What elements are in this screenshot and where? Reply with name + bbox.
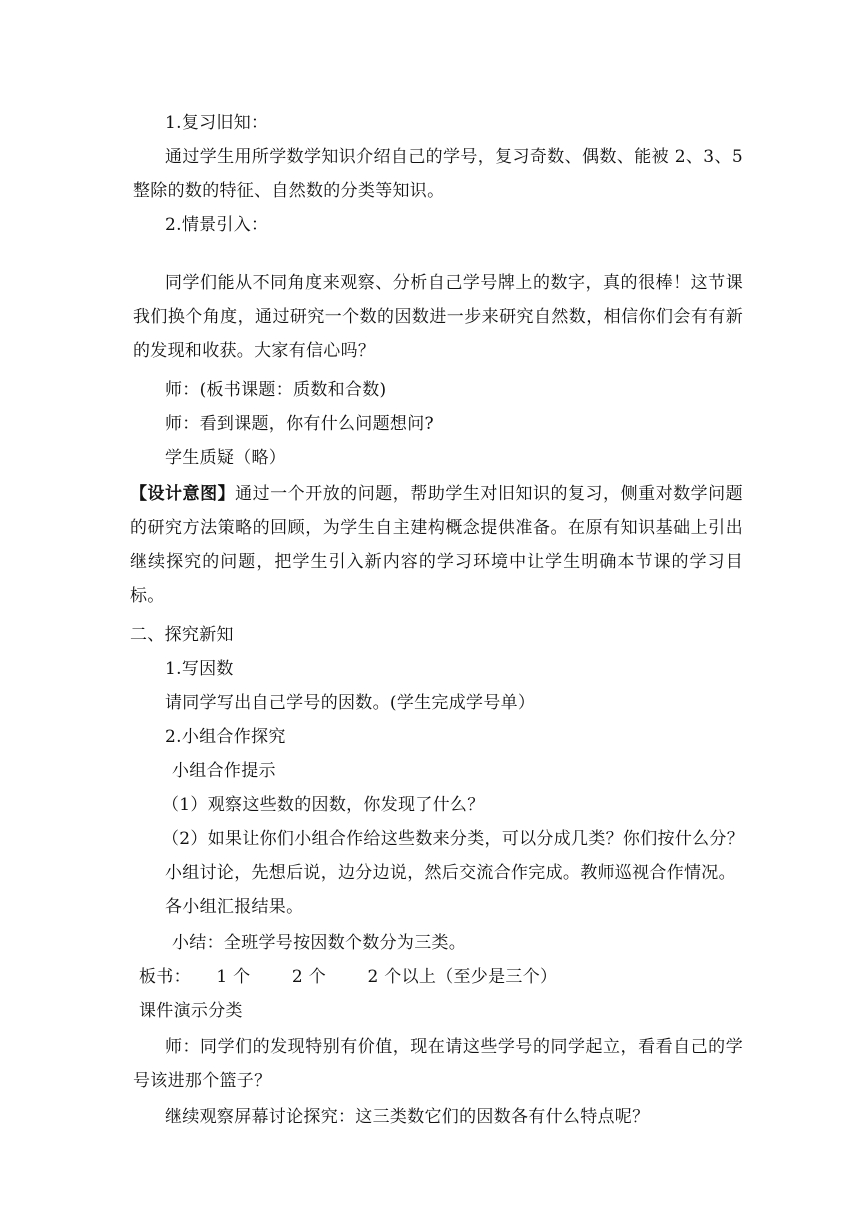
courseware-line: 课件演示分类 — [139, 1001, 243, 1021]
teacher-ask-line: 师：看到课题，你有什么问题想问? — [165, 414, 434, 434]
student-question-line: 学生质疑（略） — [165, 448, 287, 468]
group-explore-title: 2.小组合作探究 — [165, 727, 286, 747]
design-intent-line-2: 的研究方法策略的回顾，为学生自主建构概念提供准备。在原有知识基础上引出 — [130, 518, 743, 538]
design-intent-line-3: 继续探究的问题，把学生引入新内容的学习环境中让学生明确本节课的学习目 — [130, 552, 743, 572]
summary-line: 小结：全班学号按因数个数分为三类。 — [172, 933, 467, 953]
scene-title: 2.情景引入： — [165, 215, 269, 235]
design-intent-line-1 — [130, 477, 743, 511]
board-category-1: 1 个 — [216, 967, 251, 987]
group-discuss-line: 小组讨论，先想后说，边分边说，然后交流合作完成。教师巡视合作情况。 — [165, 863, 736, 883]
question-2: （2）如果让你们小组合作给这些数来分类，可以分成几类？你们按什么分？ — [162, 829, 745, 849]
scene-line-2: 我们换个角度，通过研究一个数的因数进一步来研究自然数，相信你们会有有新 — [133, 307, 743, 327]
group-hint: 小组合作提示 — [172, 761, 276, 781]
board-row — [139, 960, 557, 994]
continue-explore-line: 继续观察屏幕讨论探究：这三类数它们的因数各有什么特点呢？ — [165, 1107, 650, 1127]
question-1: （1）观察这些数的因数，你发现了什么？ — [162, 795, 485, 815]
scene-line-3: 的发现和收获。大家有信心吗？ — [133, 341, 376, 361]
board-label: 板书： — [139, 967, 191, 987]
board-category-3: 2 个以上（至少是三个） — [367, 967, 558, 987]
write-factor-text: 请同学写出自己学号的因数。(学生完成学号单） — [165, 693, 536, 713]
review-line-1: 通过学生用所学数学知识介绍自己的学号，复习奇数、偶数、能被 2、3、5 — [165, 147, 743, 167]
teacher-value-line-1: 师：同学们的发现特别有价值，现在请这些学号的同学起立，看看自己的学 — [165, 1037, 743, 1057]
section-2-title: 二、探究新知 — [130, 625, 234, 645]
teacher-value-line-2: 号该进那个篮子？ — [133, 1071, 272, 1091]
teacher-board-line: 师：(板书课题：质数和合数) — [165, 380, 387, 400]
design-intent-line-4: 标。 — [130, 586, 165, 606]
write-factor-title: 1.写因数 — [165, 659, 234, 679]
review-line-2: 整除的数的特征、自然数的分类等知识。 — [133, 181, 445, 201]
design-intent-text: 通过一个开放的问题，帮助学生对旧知识的复习，侧重对数学问题 — [235, 484, 743, 504]
design-intent-label: 【设计意图】 — [130, 484, 236, 504]
review-title: 1.复习旧知： — [165, 113, 269, 133]
group-report-line: 各小组汇报结果。 — [165, 897, 304, 917]
scene-line-1: 同学们能从不同角度来观察、分析自己学号牌上的数字，真的很棒！这节课 — [165, 273, 743, 293]
board-category-2: 2 个 — [291, 967, 327, 987]
